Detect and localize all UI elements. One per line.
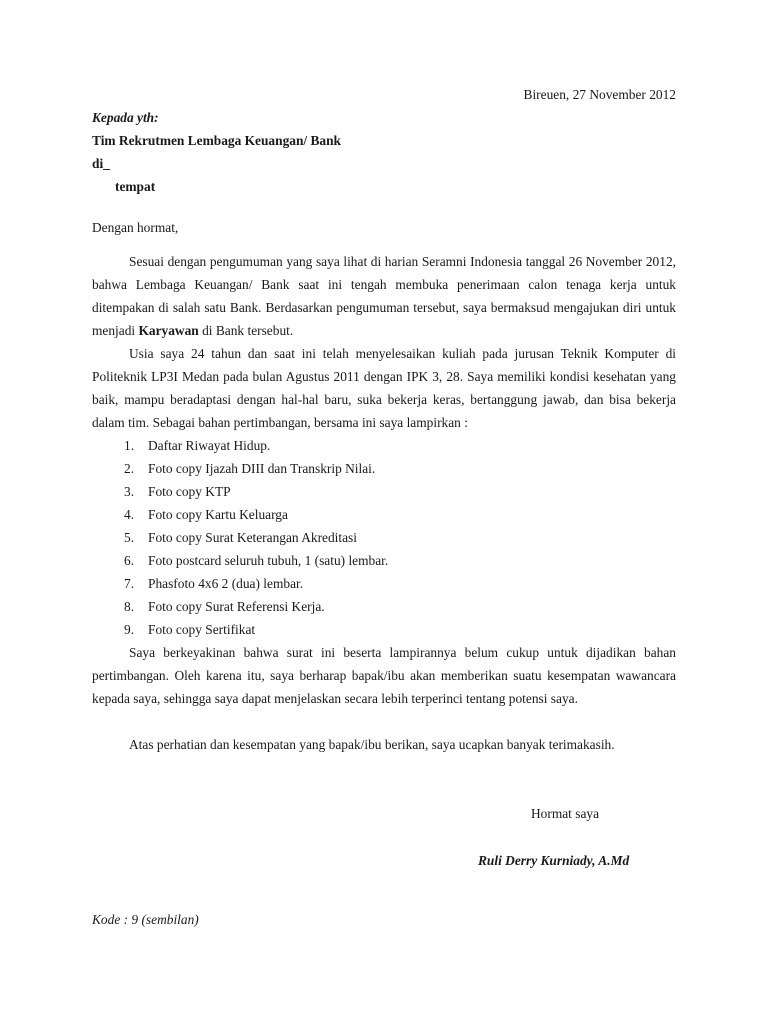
recipient-di: di_ [92, 156, 110, 171]
signer-name: Ruli Derry Kurniady, A.Md [478, 853, 630, 868]
list-item-number: 2. [124, 461, 135, 476]
paragraph-3: Saya berkeyakinan bahwa surat ini beserta lampirannya belum cukup untuk dijadikan bahan pertimbangan. Oleh karena itu, saya berharap bapak/ibu akan memberikan suatu kesempatan wawancara kepada saya, sehingga saya dapat menjelaskan secara lebih terperinci tentang potensi saya. [92, 645, 676, 706]
list-item [124, 434, 388, 457]
list-item [124, 457, 388, 480]
list-item-text: Foto copy Surat Referensi Kerja. [148, 599, 325, 614]
salutation: Dengan hormat, [92, 220, 179, 235]
list-item-text: Phasfoto 4x6 2 (dua) lembar. [148, 576, 304, 591]
paragraph-1-bold: Karyawan [138, 323, 199, 338]
list-item [124, 503, 388, 526]
list-item-number: 5. [124, 530, 135, 545]
list-item [124, 526, 388, 549]
list-item [124, 595, 388, 618]
attachment-list [124, 434, 388, 641]
list-item-text: Foto copy Sertifikat [148, 622, 256, 637]
list-item [124, 480, 388, 503]
paragraph-2: Usia saya 24 tahun dan saat ini telah menyelesaikan kuliah pada jurusan Teknik Komputer di Politeknik LP3I Medan pada bulan Agustus 2011 dengan IPK 3, 28. Saya memiliki kondisi kesehatan yang baik, mampu beradaptasi dengan hal-hal baru, suka bekerja keras, bertanggung jawab, dan bisa bekerja dalam tim. Sebagai bahan pertimbangan, bersama ini saya lampirkan : [92, 346, 676, 430]
letter-date: Bireuen, 27 November 2012 [523, 87, 676, 102]
closing: Hormat saya [531, 806, 600, 821]
paragraph-4: Atas perhatian dan kesempatan yang bapak/ibu berikan, saya ucapkan banyak terimakasih. [129, 737, 615, 752]
list-item-number: 4. [124, 507, 135, 522]
list-item [124, 572, 388, 595]
paragraph-1-text-b: di Bank tersebut. [198, 323, 294, 338]
list-item-text: Foto copy Kartu Keluarga [148, 507, 288, 522]
recipient-greeting: Kepada yth: [92, 110, 159, 125]
list-item-text: Foto postcard seluruh tubuh, 1 (satu) lembar. [148, 553, 389, 568]
paragraph-1-text-a: Sesuai dengan pengumuman yang saya lihat di harian Seramni Indonesia tanggal 26 November 2012, bahwa Lembaga Keuangan/ Bank saat ini tengah membuka penerimaan calon tenaga kerja untuk ditempakan di salah satu Bank. Berdasarkan pengumuman tersebut, saya bermaksud mengajukan diri untuk menjadi [92, 254, 676, 338]
list-item-text: Foto copy Surat Keterangan Akreditasi [148, 530, 357, 545]
list-item-text: Foto copy KTP [148, 484, 231, 499]
list-item-number: 1. [124, 438, 135, 453]
list-item-number: 9. [124, 622, 135, 637]
list-item-number: 3. [124, 484, 135, 499]
list-item-number: 8. [124, 599, 135, 614]
recipient-name: Tim Rekrutmen Lembaga Keuangan/ Bank [92, 133, 342, 148]
letter-code: Kode : 9 (sembilan) [92, 912, 199, 927]
recipient-place: tempat [115, 179, 156, 194]
list-item-number: 7. [124, 576, 135, 591]
paragraph-1 [92, 250, 676, 342]
list-item-number: 6. [124, 553, 135, 568]
list-item [124, 618, 388, 641]
list-item-text: Daftar Riwayat Hidup. [148, 438, 271, 453]
list-item [124, 549, 388, 572]
list-item-text: Foto copy Ijazah DIII dan Transkrip Nilai. [148, 461, 376, 476]
